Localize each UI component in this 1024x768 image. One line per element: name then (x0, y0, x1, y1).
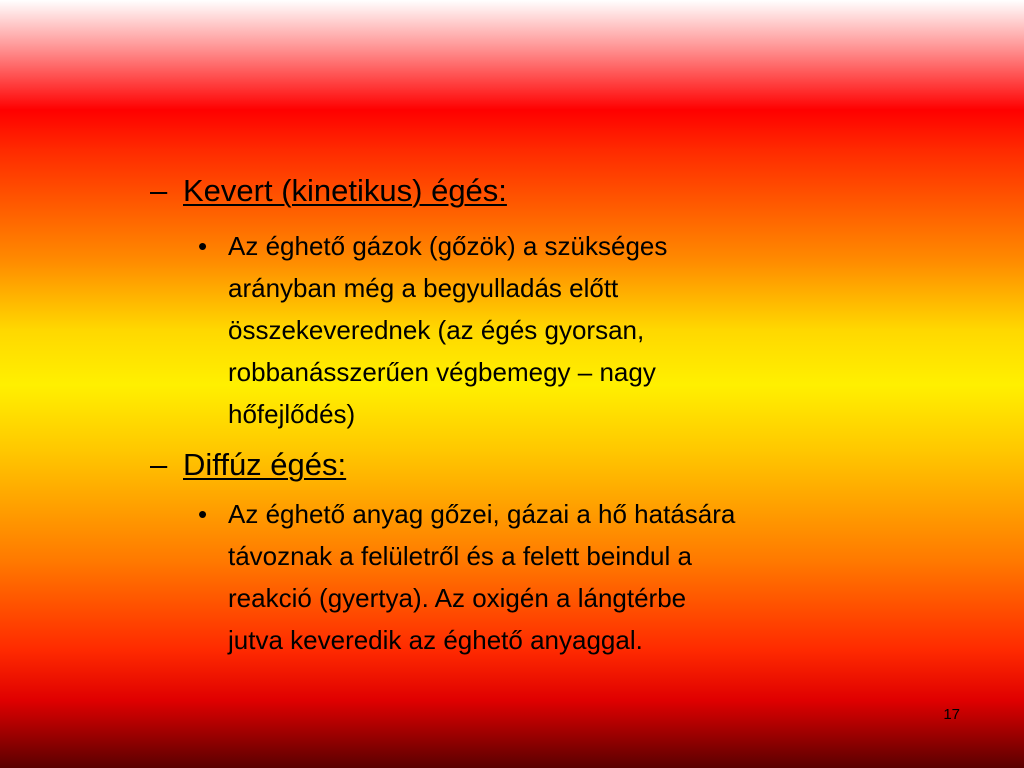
bullet-diffuz (198, 493, 918, 661)
bullet-marker: • (198, 499, 208, 529)
heading-diffuz-text: Diffúz égés: (183, 447, 347, 482)
bullet-diffuz-text: Az éghető anyag gőzei, gázai a hő hatására távoznak a felületről és a felett beindul a reakció (gyertya). Az oxigén a lángtérbe jutva keveredik az éghető anyaggal. (228, 499, 736, 655)
bullet-kevert (198, 225, 918, 435)
section-heading-kevert (150, 173, 507, 209)
heading-kevert-text: Kevert (kinetikus) égés: (183, 173, 507, 208)
bullet-kevert-text: Az éghető gázok (gőzök) a szükséges arányban még a begyulladás előtt összekeverednek (az égés gyorsan, robbanásszerűen végbemegy – nagy hőfejlődés) (228, 231, 668, 429)
bullet-marker: • (198, 231, 208, 261)
section-heading-diffuz (150, 447, 346, 483)
dash-marker: – (150, 173, 168, 208)
dash-marker: – (150, 447, 168, 482)
page-number: 17 (943, 706, 960, 723)
